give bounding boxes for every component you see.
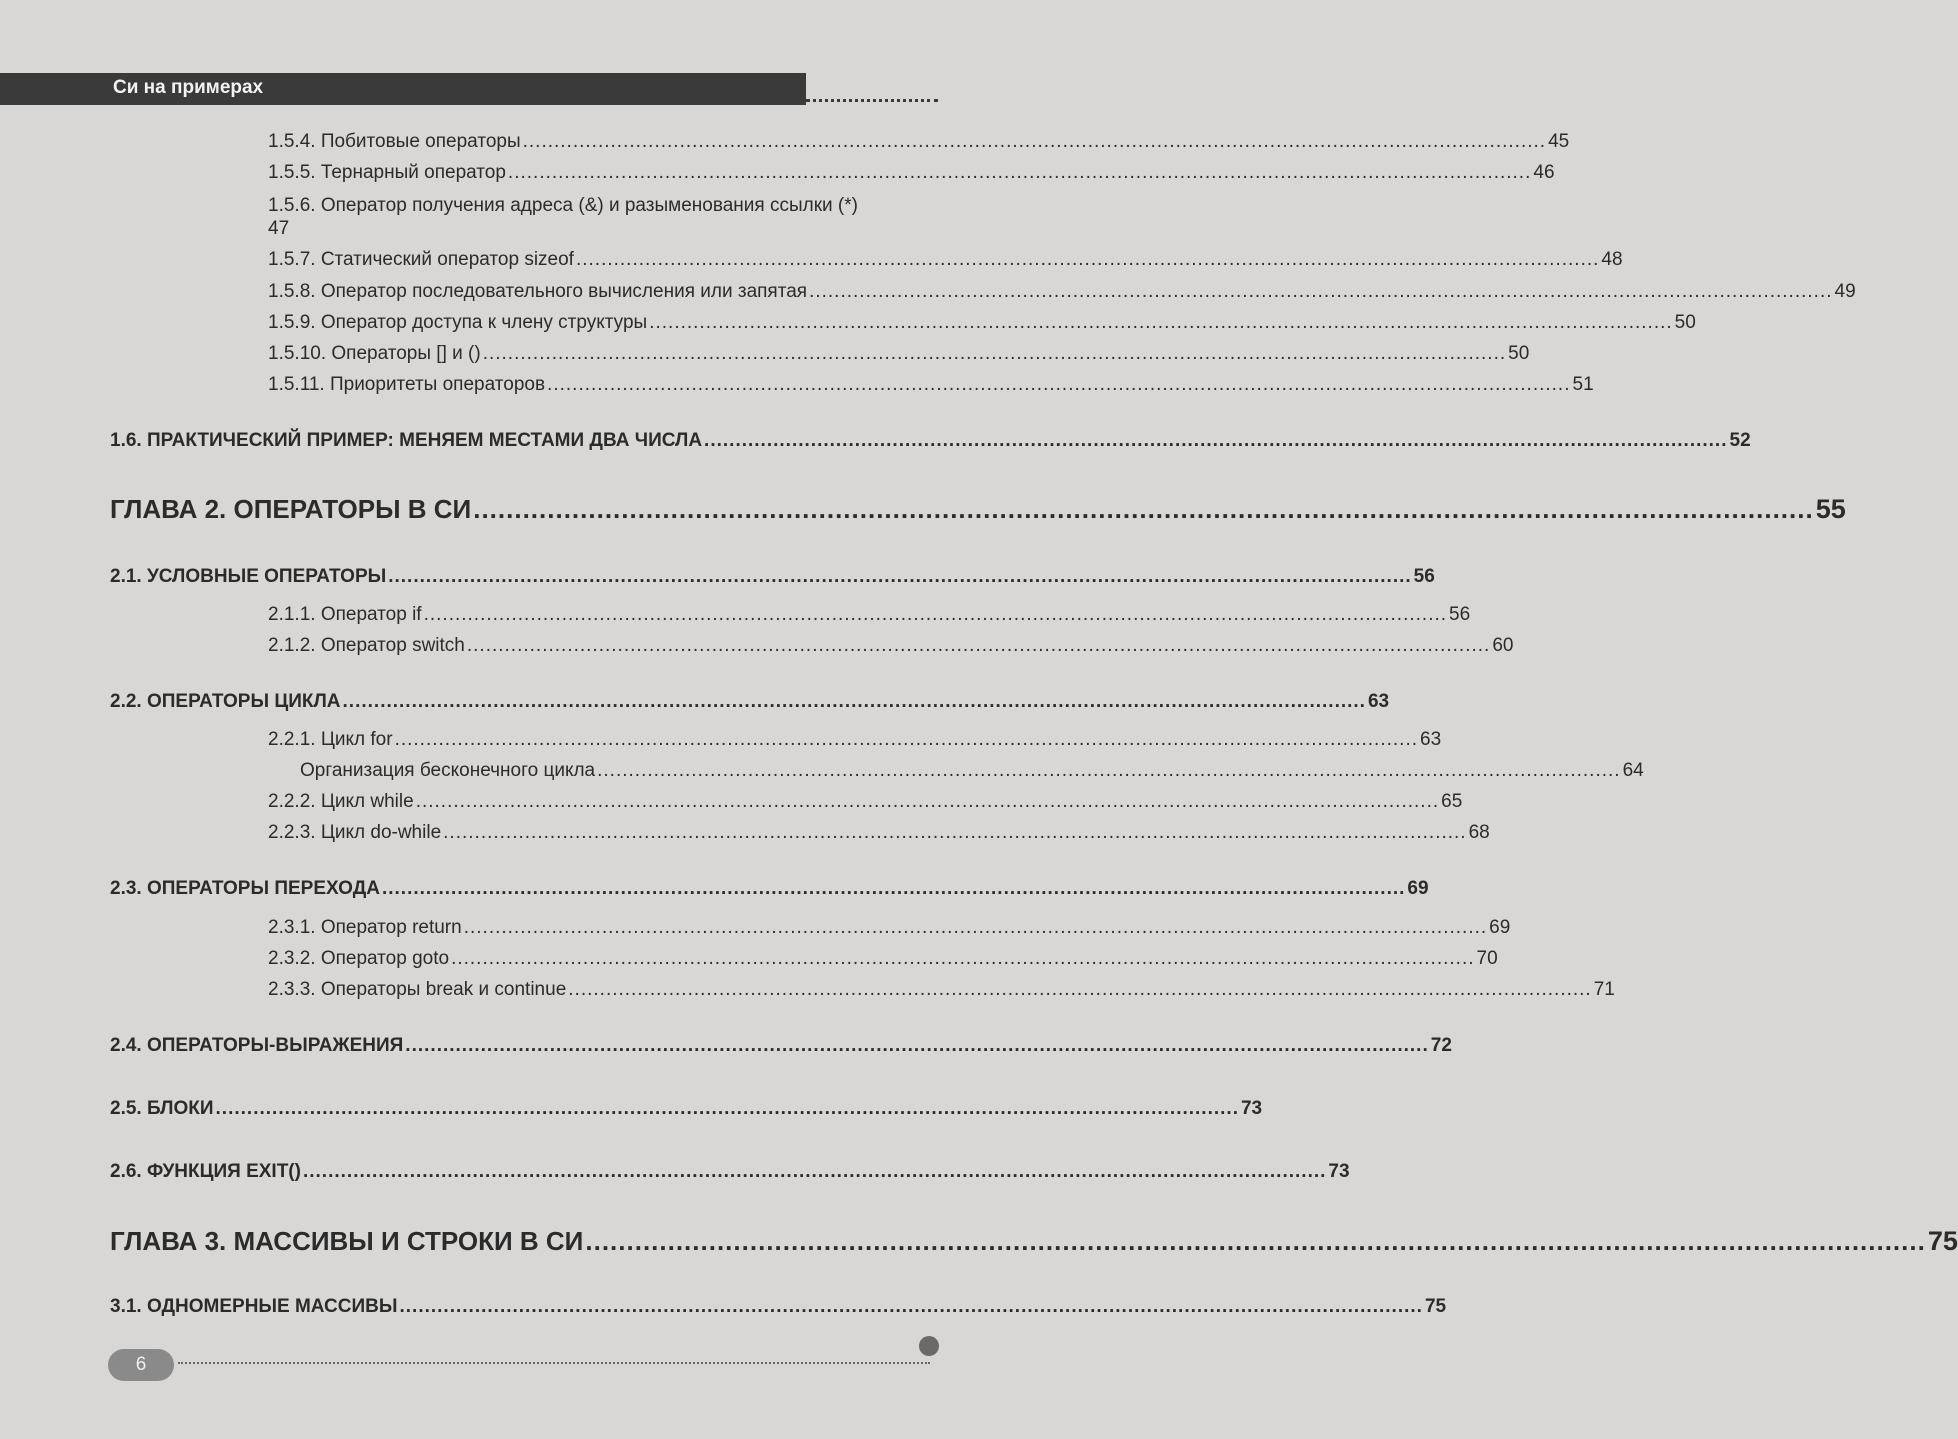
footer-dotted-rule — [178, 1362, 930, 1364]
dot-leader: ................................................................................................................................................................... — [568, 979, 1592, 1000]
toc-entry-title: 2.1.2. Оператор switch — [268, 635, 465, 656]
toc-entry-page: 69 — [1489, 917, 1511, 938]
toc-entry-title: 2.3.1. Оператор return — [268, 917, 462, 938]
toc-entry-page: 56 — [1413, 566, 1435, 587]
dot-leader: ................................................................................................................................................................... — [809, 281, 1833, 302]
toc-entry-page: 60 — [1492, 635, 1514, 656]
dot-leader: ................................................................................................................................................................... — [443, 822, 1467, 843]
page-number-badge — [108, 1349, 174, 1381]
toc-entry-title: 1.5.6. Оператор получения адреса (&) и разыменования ссылки (*) — [268, 195, 858, 216]
toc-entry[interactable] — [268, 729, 1442, 751]
dot-leader: ................................................................................................................................................................... — [399, 1296, 1423, 1317]
toc-entry-title: 2.2. ОПЕРАТОРЫ ЦИКЛА — [110, 691, 341, 712]
dot-leader: ................................................................................................................................................................... — [597, 760, 1621, 781]
page-number: 6 — [135, 1354, 147, 1375]
toc-entry[interactable] — [268, 948, 1498, 970]
toc-entry-page: 75 — [1927, 1226, 1958, 1256]
toc-entry-page: 51 — [1572, 374, 1594, 395]
toc-entry[interactable] — [268, 312, 1696, 334]
dot-leader: ................................................................................................................................................................... — [415, 791, 1440, 812]
toc-entry-page: 50 — [1674, 312, 1696, 333]
toc-entry[interactable] — [268, 979, 1615, 1001]
toc-entry-page: 63 — [1367, 691, 1390, 712]
dot-leader: ................................................................................................................................................................... — [423, 604, 1448, 625]
toc-entry-title: 1.6. ПРАКТИЧЕСКИЙ ПРИМЕР: МЕНЯЕМ МЕСТАМИ ДВА ЧИСЛА — [110, 430, 703, 451]
toc-entry-title: 1.5.11. Приоритеты операторов — [268, 374, 546, 395]
dot-leader: ................................................................................................................................................................... — [482, 343, 1507, 364]
toc-entry-title: ГЛАВА 3. МАССИВЫ И СТРОКИ В СИ — [110, 1226, 584, 1256]
toc-entry-title: Организация бесконечного цикла — [300, 760, 596, 781]
toc-entry-title: 1.5.7. Статический оператор sizeof — [268, 249, 574, 270]
toc-entry-page: 46 — [1533, 162, 1555, 183]
toc-entry-title: 2.3.2. Оператор goto — [268, 948, 450, 969]
toc-entry-title: 3.1. ОДНОМЕРНЫЕ МАССИВЫ — [110, 1296, 398, 1317]
toc-entry-title: 2.4. ОПЕРАТОРЫ-ВЫРАЖЕНИЯ — [110, 1035, 404, 1056]
toc-entry[interactable] — [268, 281, 1856, 303]
toc-entry-title: 2.3.3. Операторы break и continue — [268, 979, 567, 1000]
dot-leader: ................................................................................................................................................................... — [473, 494, 1814, 524]
toc-entry[interactable] — [268, 374, 1594, 396]
dot-leader: ................................................................................................................................................................... — [507, 162, 1532, 183]
running-header-title: Си на примерах — [113, 77, 264, 98]
toc-entry-page: 48 — [1601, 249, 1623, 270]
toc-entry[interactable] — [268, 791, 1463, 813]
toc-entry-page: 69 — [1407, 878, 1429, 899]
toc-entry-title: 2.2.1. Цикл for — [268, 729, 393, 750]
dot-leader: ................................................................................................................................................................... — [585, 1226, 1926, 1256]
dot-leader: ................................................................................................................................................................... — [215, 1098, 1239, 1119]
toc-entry-title: 2.1. УСЛОВНЫЕ ОПЕРАТОРЫ — [110, 566, 387, 587]
toc-section-entry[interactable] — [110, 1161, 1350, 1183]
toc-entry-page: 73 — [1240, 1098, 1263, 1119]
dot-leader: ................................................................................................................................................................... — [342, 691, 1366, 712]
dot-leader: ................................................................................................................................................................... — [394, 729, 1419, 750]
toc-chapter-entry[interactable] — [110, 494, 1846, 525]
toc-entry-title: 2.1.1. Оператор if — [268, 604, 422, 625]
toc-entry[interactable] — [268, 249, 1623, 271]
toc-chapter-entry[interactable] — [110, 1226, 1958, 1257]
dot-leader: ................................................................................................................................................................... — [575, 249, 1600, 270]
toc-entry-page: 73 — [1328, 1161, 1350, 1182]
toc-entry-title: 1.5.5. Тернарный оператор — [268, 162, 506, 183]
toc-entry-title: 1.5.10. Операторы [] и () — [268, 343, 481, 364]
toc-entry-title: 2.3. ОПЕРАТОРЫ ПЕРЕХОДА — [110, 878, 380, 899]
toc-entry-title: 1.5.4. Побитовые операторы — [268, 131, 521, 152]
toc-entry[interactable] — [268, 162, 1555, 184]
toc-entry-page: 64 — [1622, 760, 1644, 781]
toc-section-entry[interactable] — [110, 878, 1429, 900]
dot-leader: ................................................................................................................................................................... — [388, 566, 1412, 587]
toc-entry-page: 68 — [1468, 822, 1490, 843]
toc-entry[interactable] — [268, 131, 1570, 153]
toc-entry-page: 72 — [1430, 1035, 1452, 1056]
toc-section-entry[interactable] — [110, 566, 1435, 588]
toc-entry-title: 2.2.2. Цикл while — [268, 791, 414, 812]
dot-leader: ................................................................................................................................................................... — [451, 948, 1475, 969]
dot-leader: ................................................................................................................................................................... — [302, 1161, 1327, 1182]
header-dotted-rule — [806, 99, 938, 102]
toc-entry-page: 70 — [1476, 948, 1498, 969]
toc-section-entry[interactable] — [110, 1098, 1263, 1120]
toc-entry[interactable] — [268, 635, 1514, 657]
toc-entry-page: 71 — [1593, 979, 1615, 1000]
dot-leader: ................................................................................................................................................................... — [405, 1035, 1429, 1056]
dot-leader: ................................................................................................................................................................... — [522, 131, 1547, 152]
toc-entry[interactable] — [268, 822, 1490, 844]
toc-entry[interactable] — [300, 760, 1644, 782]
dot-leader: ................................................................................................................................................................... — [649, 312, 1673, 333]
dot-leader: ................................................................................................................................................................... — [547, 374, 1571, 395]
toc-section-entry[interactable] — [110, 691, 1390, 713]
toc-entry-page: 75 — [1424, 1296, 1447, 1317]
toc-entry-page: 52 — [1729, 430, 1751, 451]
toc-entry[interactable] — [268, 604, 1471, 626]
toc-entry-page: 47 — [268, 218, 290, 239]
dot-leader: ................................................................................................................................................................... — [381, 878, 1406, 899]
toc-entry[interactable] — [268, 194, 933, 240]
dot-leader: ................................................................................................................................................................... — [463, 917, 1488, 938]
toc-section-entry[interactable] — [110, 1035, 1452, 1057]
toc-entry-page: 50 — [1508, 343, 1530, 364]
toc-entry-page: 65 — [1441, 791, 1463, 812]
toc-entry-page: 63 — [1420, 729, 1442, 750]
footer-bullet-icon — [919, 1336, 939, 1356]
toc-entry-page: 55 — [1815, 494, 1846, 524]
toc-entry-title: 1.5.9. Оператор доступа к члену структуры — [268, 312, 648, 333]
toc-entry[interactable] — [268, 917, 1511, 939]
toc-entry-title: ГЛАВА 2. ОПЕРАТОРЫ В СИ — [110, 494, 472, 524]
toc-entry-title: 2.2.3. Цикл do-while — [268, 822, 442, 843]
toc-section-entry[interactable] — [110, 1296, 1447, 1318]
toc-entry[interactable] — [268, 343, 1530, 365]
toc-entry-page: 56 — [1449, 604, 1471, 625]
toc-entry-page: 49 — [1834, 281, 1856, 302]
toc-entry-title: 1.5.8. Оператор последовательного вычисления или запятая — [268, 281, 808, 302]
dot-leader: ................................................................................................................................................................... — [704, 430, 1728, 451]
toc-entry-page: 45 — [1548, 131, 1570, 152]
running-header — [0, 73, 806, 105]
toc-entry-title: 2.5. БЛОКИ — [110, 1098, 214, 1119]
dot-leader: ................................................................................................................................................................... — [466, 635, 1491, 656]
toc-entry-title: 2.6. ФУНКЦИЯ EXIT() — [110, 1161, 301, 1182]
toc-section-entry[interactable] — [110, 430, 1751, 452]
